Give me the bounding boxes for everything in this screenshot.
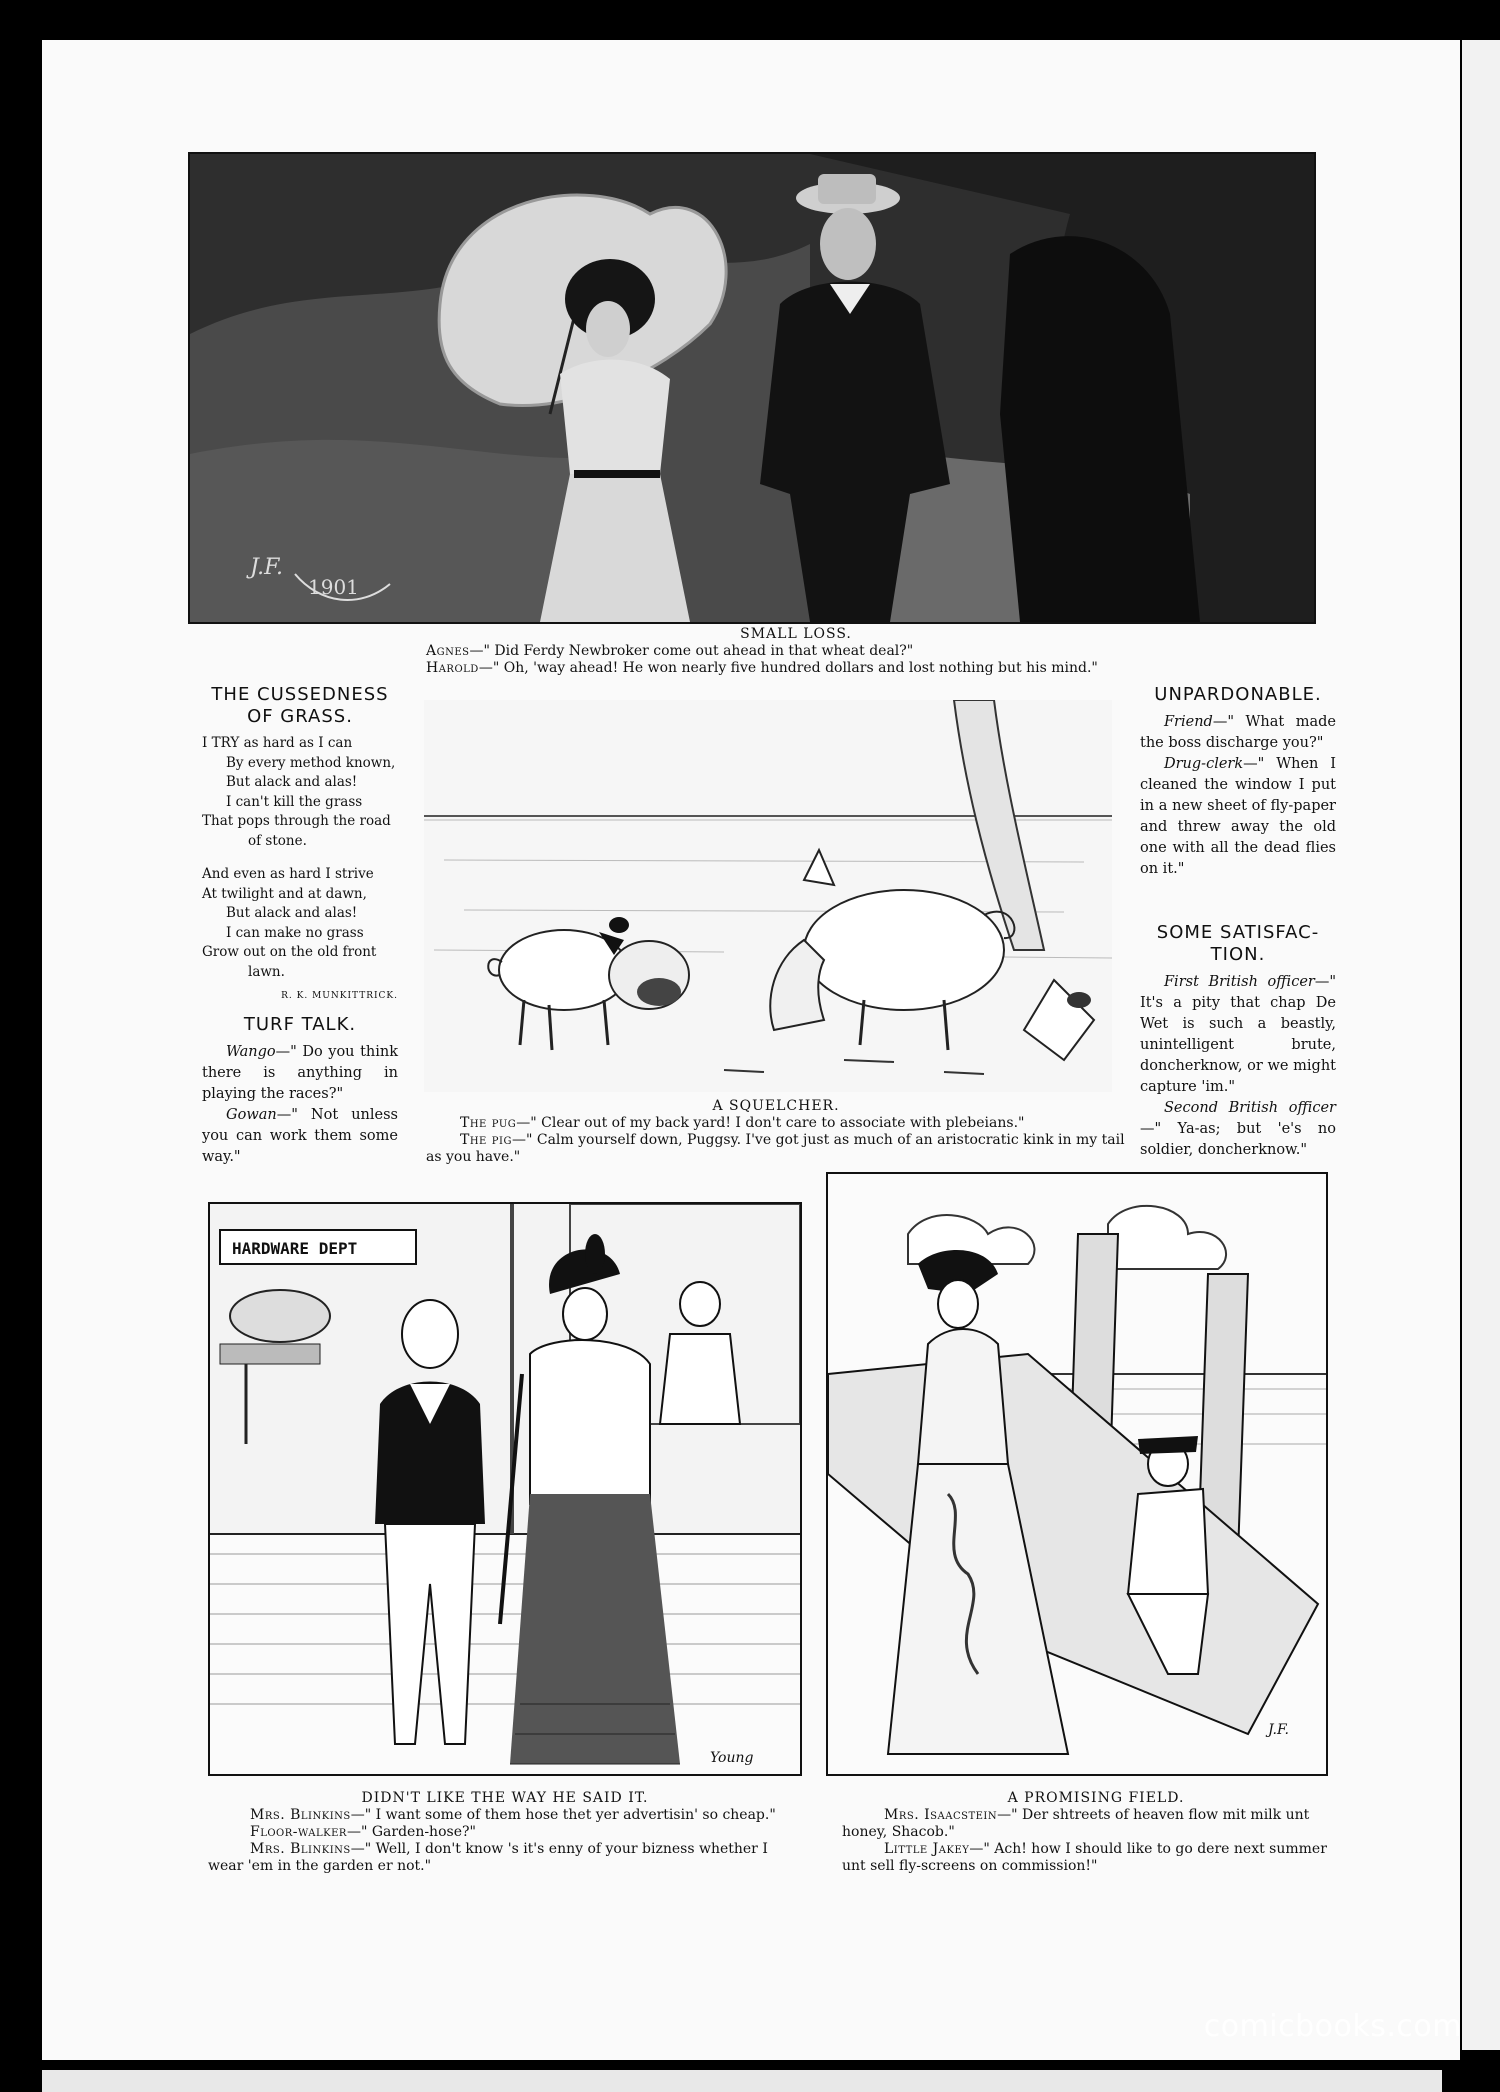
speaker-gowan: Gowan	[226, 1107, 277, 1123]
blinkins-line-1: —" I want some of them hose thet yer advertisin' so cheap."	[350, 1807, 776, 1823]
speaker-drug-clerk: Drug-clerk	[1164, 756, 1244, 772]
small-loss-illustration	[188, 152, 1316, 624]
poem-line: I TRY as hard as I can	[202, 735, 353, 751]
promising-title: A PROMISING FIELD.	[1007, 1790, 1185, 1806]
cussedness-heading-1: THE CUSSEDNESS	[211, 684, 389, 705]
poem-line: At twilight and at dawn,	[202, 885, 367, 902]
gowan-line: —" Not unless you can work them some way."	[202, 1107, 398, 1165]
first-officer-line: —" It's a pity that chap De Wet is such a beastly, unintelligent brute, doncherknow, or we might capture 'im."	[1140, 974, 1336, 1095]
speaker-mrs-isaacstein: Mrs. Isaacstein	[884, 1807, 998, 1823]
small-loss-title: SMALL LOSS.	[740, 626, 852, 642]
turf-talk-heading: TURF TALK.	[243, 1014, 357, 1035]
poem-line: Grow out on the old front	[202, 944, 377, 960]
poem-line: And even as hard I strive	[202, 866, 374, 882]
promising-field-illustration	[826, 1172, 1328, 1776]
drug-clerk-line: —" When I cleaned the window I put in a new sheet of fly-paper and threw away the old one with all the dead flies on it."	[1140, 756, 1336, 877]
turf-talk	[202, 1014, 398, 1168]
poem-line: lawn.	[248, 963, 285, 980]
svg-text:Young: Young	[710, 1750, 754, 1766]
squelcher-title: A SQUELCHER.	[712, 1098, 840, 1114]
pug-line: —" Clear out of my back yard! I don't care to associate with plebeians."	[516, 1115, 1025, 1131]
poem-author: R. K. MUNKITTRICK.	[281, 991, 398, 1001]
isaacstein-line: —" Der shtreets of heaven flow mit milk unt honey, Shacob."	[842, 1807, 1310, 1840]
speaker-friend: Friend	[1164, 714, 1213, 730]
wango-line: —" Do you think there is anything in playing the races?"	[202, 1044, 398, 1102]
speaker-harold: Harold	[426, 660, 479, 676]
friend-line: —" What made the boss discharge you?"	[1140, 714, 1336, 751]
adjacent-page-edge	[1462, 40, 1500, 2050]
small-loss-caption	[426, 626, 1166, 677]
poem-line: That pops through the road	[202, 813, 391, 829]
cussedness-heading-2: OF GRASS.	[247, 706, 353, 727]
pig-line: —" Calm yourself down, Puggsy. I've got just as much of an aristocratic kink in my tail as you have."	[426, 1132, 1125, 1165]
speaker-first-officer: First British officer	[1164, 974, 1315, 990]
next-page-edge	[42, 2070, 1442, 2092]
second-officer-line: —" Ya-as; but 'e's no soldier, doncherknow."	[1140, 1121, 1336, 1158]
site-watermark: comicbooks.com	[1203, 2009, 1462, 2044]
poem-line: of stone.	[248, 832, 307, 849]
unpardonable	[1140, 684, 1336, 880]
poem-line: But alack and alas!	[226, 905, 358, 921]
blinkins-line-2: —" Well, I don't know 's it's enny of your bizness whether I wear 'em in the garden er not."	[208, 1841, 768, 1874]
satisfaction-heading-1: SOME SATISFAC-	[1156, 922, 1320, 943]
speaker-pig: The pig	[460, 1132, 512, 1148]
poem-line: I can't kill the grass	[226, 793, 363, 810]
svg-text:J.F.: J.F.	[1268, 1722, 1289, 1738]
squelcher-illustration	[424, 700, 1112, 1092]
hardware-dept-illustration	[208, 1202, 802, 1776]
speaker-wango: Wango	[226, 1044, 276, 1060]
hardware-dept-sign: HARDWARE DEPT	[232, 1239, 358, 1258]
svg-text:J.F.: J.F.	[250, 555, 283, 580]
poem-line: But alack and alas!	[226, 774, 358, 790]
signature-year: 1901	[308, 575, 359, 599]
harold-line: —" Oh, 'way ahead! He won nearly five hundred dollars and lost nothing but his mind."	[478, 660, 1098, 676]
squelcher-caption	[426, 1098, 1126, 1166]
speaker-floor-walker: Floor-walker	[250, 1824, 347, 1840]
satisfaction-heading-2: TION.	[1210, 944, 1266, 965]
speaker-agnes: Agnes	[426, 643, 470, 659]
poem-line: By every method known,	[226, 754, 396, 771]
hardware-title: DIDN'T LIKE THE WAY HE SAID IT.	[361, 1790, 649, 1806]
agnes-line: —" Did Ferdy Newbroker come out ahead in that wheat deal?"	[469, 643, 914, 659]
hardware-caption	[208, 1790, 802, 1875]
speaker-pug: The pug	[460, 1115, 517, 1131]
speaker-mrs-blinkins: Mrs. Blinkins	[250, 1807, 351, 1823]
poem-line: I can make no grass	[226, 924, 364, 941]
some-satisfaction	[1140, 922, 1336, 1161]
speaker-second-officer: Second British officer	[1164, 1100, 1336, 1116]
speaker-mrs-blinkins-2: Mrs. Blinkins	[250, 1841, 351, 1857]
speaker-little-jakey: Little Jakey	[884, 1841, 970, 1857]
promising-caption	[842, 1790, 1350, 1875]
unpardonable-heading: UNPARDONABLE.	[1154, 684, 1322, 705]
floor-walker-line: —" Garden-hose?"	[346, 1824, 476, 1840]
cussedness-poem	[202, 684, 398, 1007]
jakey-line: —" Ach! how I should like to go dere next summer unt sell fly-screens on commission!"	[842, 1841, 1327, 1874]
